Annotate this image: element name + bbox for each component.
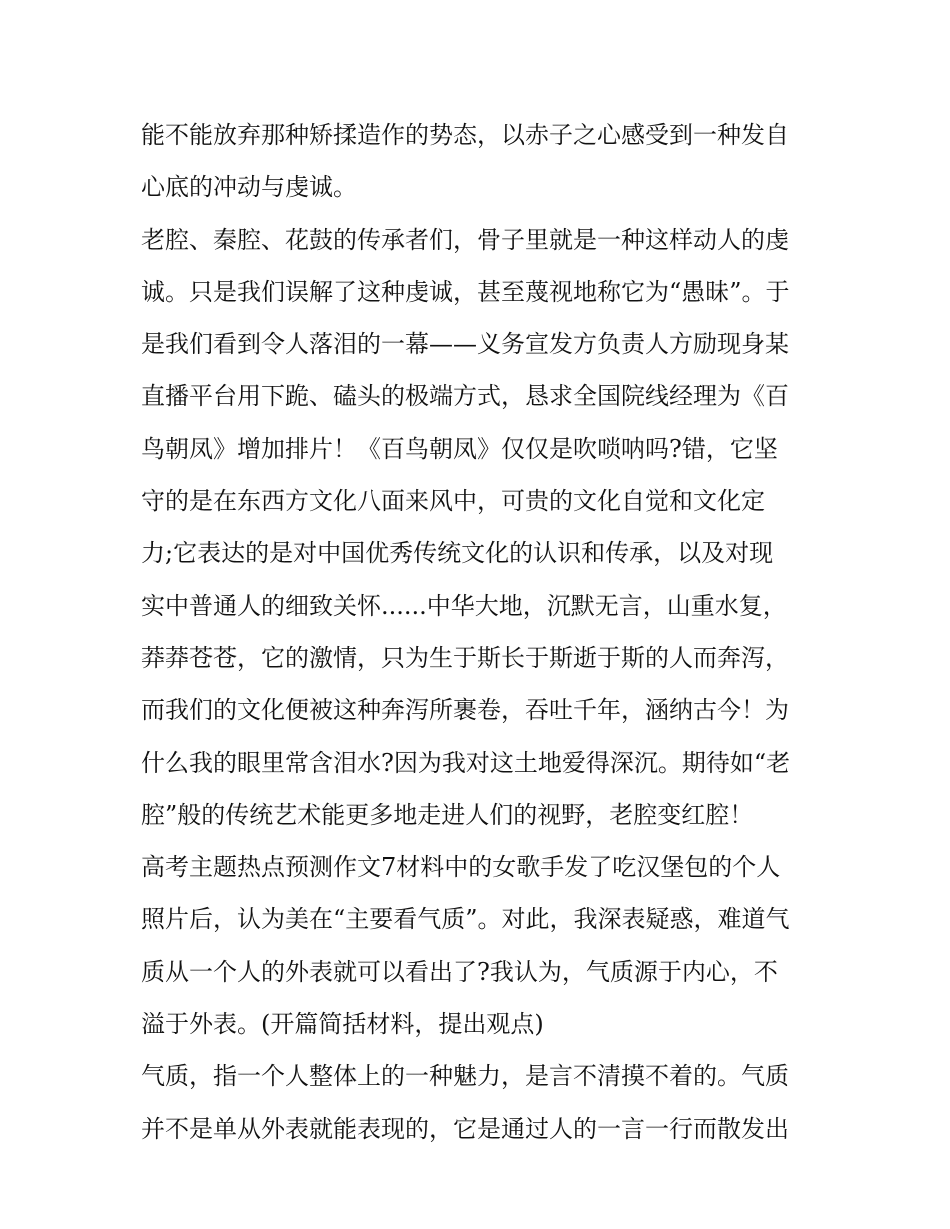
text-line: 是我们看到令人落泪的一幕——义务宣发方负责人方励现身某: [141, 330, 789, 359]
text-line: 直播平台用下跪、磕头的极端方式，恳求全国院线经理为《百: [141, 382, 789, 411]
text-line: 能不能放弃那种矫揉造作的势态，以赤子之心感受到一种发自: [141, 121, 789, 149]
text-line: 而我们的文化便被这种奔泻所裹卷，吞吐千年，涵纳古今！为: [141, 696, 789, 725]
text-line: 力;它表达的是对中国优秀传统文化的认识和传承，以及对现: [141, 539, 774, 568]
text-line: 溢于外表。(开篇简括材料，提出观点): [141, 1010, 544, 1039]
text-line: 气质，指一个人整体上的一种魅力，是言不清摸不着的。气质: [141, 1062, 789, 1091]
text-line: 老腔、秦腔、花鼓的传承者们，骨子里就是一种这样动人的虔: [141, 225, 789, 254]
text-line: 并不是单从外表就能表现的，它是通过人的一言一行而散发出: [141, 1114, 789, 1143]
text-line: 照片后，认为美在“主要看气质”。对此，我深表疑惑，难道气: [141, 905, 790, 934]
text-line: 诚。只是我们误解了这种虔诚，甚至蔑视地称它为“愚昧”。于: [141, 277, 790, 306]
text-line: 什么我的眼里常含泪水?因为我对这土地爱得深沉。期待如“老: [141, 748, 791, 777]
text-line: 腔”般的传统艺术能更多地走进人们的视野，老腔变红腔！: [141, 800, 754, 829]
text-line: 高考主题热点预测作文7材料中的女歌手发了吃汉堡包的个人: [141, 853, 781, 882]
text-line: 质从一个人的外表就可以看出了?我认为，气质源于内心，不: [141, 957, 778, 986]
text-line: 莽莽苍苍，它的激情，只为生于斯长于斯逝于斯的人而奔泻，: [141, 643, 789, 672]
text-line: 实中普通人的细致关怀......中华大地，沉默无言，山重水复，: [141, 591, 787, 620]
text-line: 鸟朝凤》增加排片！《百鸟朝凤》仅仅是吹唢呐吗?错，它坚: [141, 434, 778, 463]
body-text: [141, 109, 821, 1155]
text-line: 守的是在东西方文化八面来风中，可贵的文化自觉和文化定: [141, 487, 765, 516]
text-line: 心底的冲动与虔诚。: [141, 173, 357, 202]
